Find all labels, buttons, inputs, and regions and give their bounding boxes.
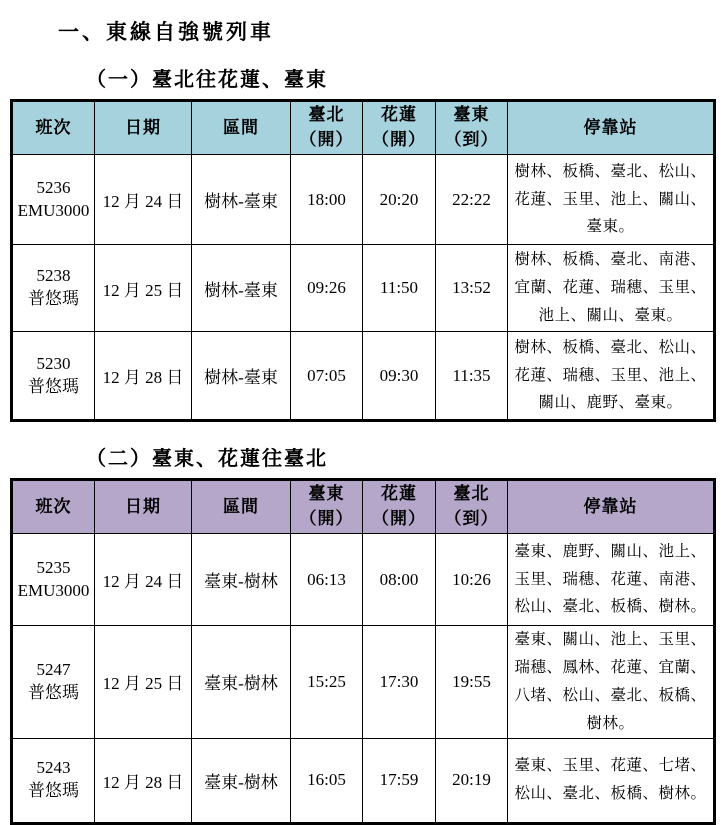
cell-time-dep1: 07:05 xyxy=(291,332,363,421)
train-type: 普悠瑪 xyxy=(28,682,79,702)
page-title: 一、東線自強號列車 xyxy=(58,20,274,44)
cell-time-arr: 22:22 xyxy=(436,155,508,245)
col-header-stops xyxy=(508,101,715,155)
col-header-route xyxy=(192,101,291,155)
col-header-label: 區間 xyxy=(223,117,259,137)
table-row xyxy=(12,245,715,332)
cell-date: 12 月 25 日 xyxy=(95,245,192,332)
cell-time-arr: 10:26 xyxy=(436,534,508,626)
cell-date: 12 月 25 日 xyxy=(95,626,192,739)
section-2-subtitle: （二）臺東、花蓮往臺北 xyxy=(86,448,328,470)
cell-time-dep2: 11:50 xyxy=(363,245,436,332)
cell-train xyxy=(12,738,95,823)
col-header-sublabel: （開） xyxy=(372,130,426,149)
cell-train xyxy=(12,332,95,421)
col-header-label: 臺北 xyxy=(308,105,345,125)
table-row xyxy=(12,155,715,245)
cell-time-arr: 13:52 xyxy=(436,245,508,332)
col-header-route xyxy=(192,480,291,534)
timetable-taitung-hualien-to-taipei xyxy=(10,478,716,825)
col-header-sublabel: （到） xyxy=(444,130,499,149)
cell-train xyxy=(12,155,95,245)
col-header-train-no xyxy=(12,480,95,534)
cell-stops: 臺東、玉里、花蓮、七堵、松山、臺北、板橋、樹林。 xyxy=(508,738,715,823)
col-header-label: 日期 xyxy=(125,496,161,516)
cell-date: 12 月 28 日 xyxy=(95,332,192,421)
section-1-subtitle: （一）臺北往花蓮、臺東 xyxy=(86,69,328,91)
train-type: EMU3000 xyxy=(17,200,90,220)
col-header-label: 臺東 xyxy=(453,105,490,125)
cell-time-dep2: 17:59 xyxy=(363,738,436,823)
cell-time-dep1: 16:05 xyxy=(291,738,363,823)
cell-stops: 臺東、鹿野、關山、池上、玉里、瑞穗、花蓮、南港、松山、臺北、板橋、樹林。 xyxy=(508,534,715,626)
train-number: 5247 xyxy=(36,659,71,679)
cell-time-dep1: 06:13 xyxy=(291,534,363,626)
col-header-sublabel: （開） xyxy=(299,509,354,528)
train-number: 5235 xyxy=(36,557,71,577)
table-row xyxy=(12,534,715,626)
cell-time-dep1: 09:26 xyxy=(291,245,363,332)
cell-time-arr: 19:55 xyxy=(436,626,508,739)
cell-route: 臺東-樹林 xyxy=(192,626,291,739)
table-row xyxy=(12,332,715,421)
col-header-taitung-dep xyxy=(291,480,363,534)
cell-route: 樹林-臺東 xyxy=(192,332,291,421)
header-row xyxy=(12,101,715,155)
cell-stops: 樹林、板橋、臺北、松山、花蓮、瑞穗、玉里、池上、關山、鹿野、臺東。 xyxy=(508,332,715,421)
cell-time-dep2: 08:00 xyxy=(363,534,436,626)
train-type: 普悠瑪 xyxy=(28,376,79,396)
col-header-date xyxy=(95,101,192,155)
col-header-label: 班次 xyxy=(35,496,72,516)
col-header-label: 花蓮 xyxy=(381,484,417,504)
col-header-label: 花蓮 xyxy=(381,105,417,125)
col-header-label: 區間 xyxy=(223,496,259,516)
col-header-stops xyxy=(508,480,715,534)
table-row xyxy=(12,738,715,823)
cell-route: 樹林-臺東 xyxy=(192,245,291,332)
col-header-taipei-dep xyxy=(291,101,363,155)
cell-train xyxy=(12,245,95,332)
col-header-sublabel: （到） xyxy=(444,509,499,528)
train-number: 5243 xyxy=(36,758,71,778)
cell-route: 臺東-樹林 xyxy=(192,534,291,626)
cell-time-arr: 11:35 xyxy=(436,332,508,421)
train-number: 5230 xyxy=(36,353,71,373)
col-header-hualien-dep xyxy=(363,480,436,534)
col-header-label: 停靠站 xyxy=(583,496,638,516)
cell-time-dep2: 09:30 xyxy=(363,332,436,421)
cell-train xyxy=(12,626,95,739)
col-header-label: 臺北 xyxy=(453,484,490,504)
col-header-hualien-dep xyxy=(363,101,436,155)
col-header-taipei-arr xyxy=(436,480,508,534)
train-type: 普悠瑪 xyxy=(28,289,79,308)
col-header-sublabel: （開） xyxy=(372,509,426,528)
train-type: EMU3000 xyxy=(17,580,90,600)
col-header-sublabel: （開） xyxy=(299,130,354,149)
table-row xyxy=(12,626,715,739)
cell-stops: 樹林、板橋、臺北、松山、花蓮、玉里、池上、關山、臺東。 xyxy=(508,155,715,245)
cell-date: 12 月 28 日 xyxy=(95,738,192,823)
cell-time-dep1: 18:00 xyxy=(291,155,363,245)
col-header-train-no xyxy=(12,101,95,155)
cell-route: 臺東-樹林 xyxy=(192,738,291,823)
cell-time-dep1: 15:25 xyxy=(291,626,363,739)
col-header-label: 臺東 xyxy=(308,484,345,504)
cell-time-arr: 20:19 xyxy=(436,738,508,823)
col-header-date xyxy=(95,480,192,534)
col-header-label: 停靠站 xyxy=(583,117,638,137)
cell-stops: 臺東、關山、池上、玉里、瑞穗、鳳林、花蓮、宜蘭、八堵、松山、臺北、板橋、樹林。 xyxy=(508,626,715,739)
cell-time-dep2: 17:30 xyxy=(363,626,436,739)
cell-route: 樹林-臺東 xyxy=(192,155,291,245)
train-number: 5236 xyxy=(36,177,71,197)
train-type: 普悠瑪 xyxy=(28,781,79,801)
header-row xyxy=(12,480,715,534)
cell-date: 12 月 24 日 xyxy=(95,534,192,626)
timetable-taipei-to-hualien-taitung xyxy=(10,99,716,422)
cell-train xyxy=(12,534,95,626)
cell-stops: 樹林、板橋、臺北、南港、宜蘭、花蓮、瑞穗、玉里、池上、關山、臺東。 xyxy=(508,245,715,332)
cell-time-dep2: 20:20 xyxy=(363,155,436,245)
cell-date: 12 月 24 日 xyxy=(95,155,192,245)
col-header-label: 日期 xyxy=(125,117,161,137)
train-number: 5238 xyxy=(36,266,71,286)
col-header-label: 班次 xyxy=(35,117,72,137)
col-header-taitung-arr xyxy=(436,101,508,155)
